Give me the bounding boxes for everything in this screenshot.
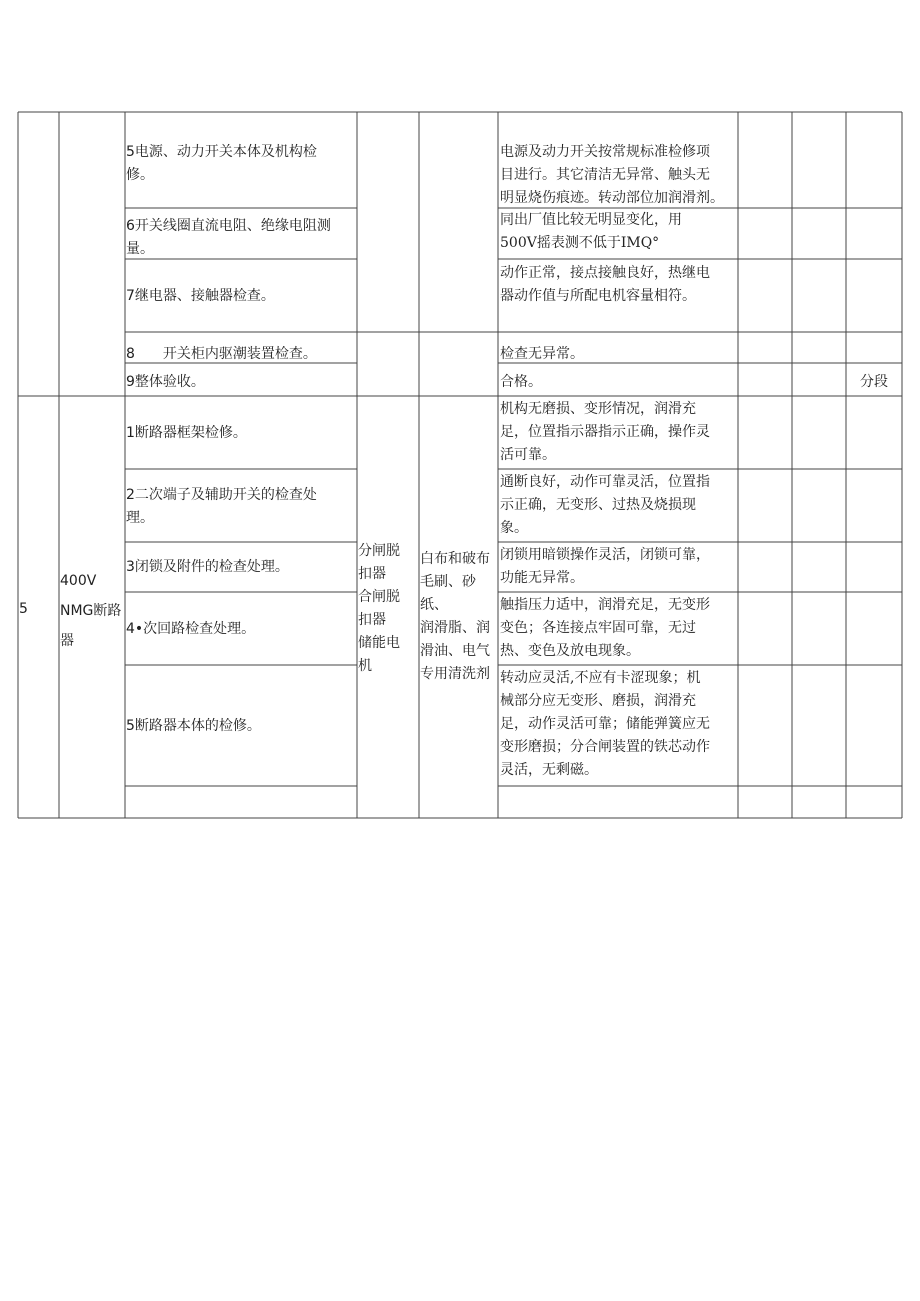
item-cell: 2二次端子及辅助开关的检查处 理。 xyxy=(126,487,317,526)
item-cell: 9整体验收。 xyxy=(126,374,205,390)
item-cell: 6开关线圈直流电阻、绝缘电阻测 量。 xyxy=(126,218,331,257)
standard-cell: 闭锁用暗锁操作灵活，闭锁可靠， 功能无异常。 xyxy=(500,547,710,586)
row-number: 5 xyxy=(19,601,28,617)
spare-parts: 分闸脱 扣器 合闸脱 扣器 储能电 机 xyxy=(358,543,400,674)
standard-cell: 检查无异常。 xyxy=(500,346,584,362)
standard-cell: 合格。 xyxy=(500,374,542,390)
materials: 白布和破布 毛刷、砂纸、 润滑脂、润 滑油、电气 专用清洗剂 xyxy=(420,551,490,682)
standard-cell: 同出厂值比较无明显变化，用 500V摇表测不低于IMQ° xyxy=(500,212,682,251)
item-cell: 7继电器、接触器检查。 xyxy=(126,288,275,304)
standard-cell: 机构无磨损、变形情况，润滑充 足，位置指示器指示正确，操作灵 活可靠。 xyxy=(500,401,710,463)
standard-cell: 通断良好，动作可靠灵活，位置指 示正确，无变形、过热及烧损现 象。 xyxy=(500,474,710,536)
standard-cell: 转动应灵活,不应有卡涩现象；机 械部分应无变形、磨损，润滑充 足，动作灵活可靠；储能弹簧应无 变形磨损；分合闸装置的铁芯动作 灵活，无剩磁。 xyxy=(500,670,710,778)
standard-cell: 触指压力适中，润滑充足，无变形 变色；各连接点牢固可靠，无过 热、变色及放电现象。 xyxy=(500,597,710,659)
item-cell: 5断路器本体的检修。 xyxy=(126,718,261,734)
equipment-name: 400V NMG断路 器 xyxy=(60,573,122,649)
item-cell: 8 开关柜内驱潮装置检查。 xyxy=(126,346,317,362)
remark-cell: 分段 xyxy=(860,374,888,390)
standard-cell: 动作正常，接点接触良好，热继电 器动作值与所配电机容量相符。 xyxy=(500,265,710,304)
item-cell: 1断路器框架检修。 xyxy=(126,425,247,441)
item-cell: 4•次回路检查处理。 xyxy=(126,621,256,637)
item-cell: 5电源、动力开关本体及机构检 修。 xyxy=(126,144,317,183)
item-cell: 3闭锁及附件的检查处理。 xyxy=(126,559,289,575)
standard-cell: 电源及动力开关按常规标准检修项 目进行。其它清洁无异常、触头无 明显烧伤痕迹。转动部位加润滑剂。 xyxy=(500,144,724,206)
